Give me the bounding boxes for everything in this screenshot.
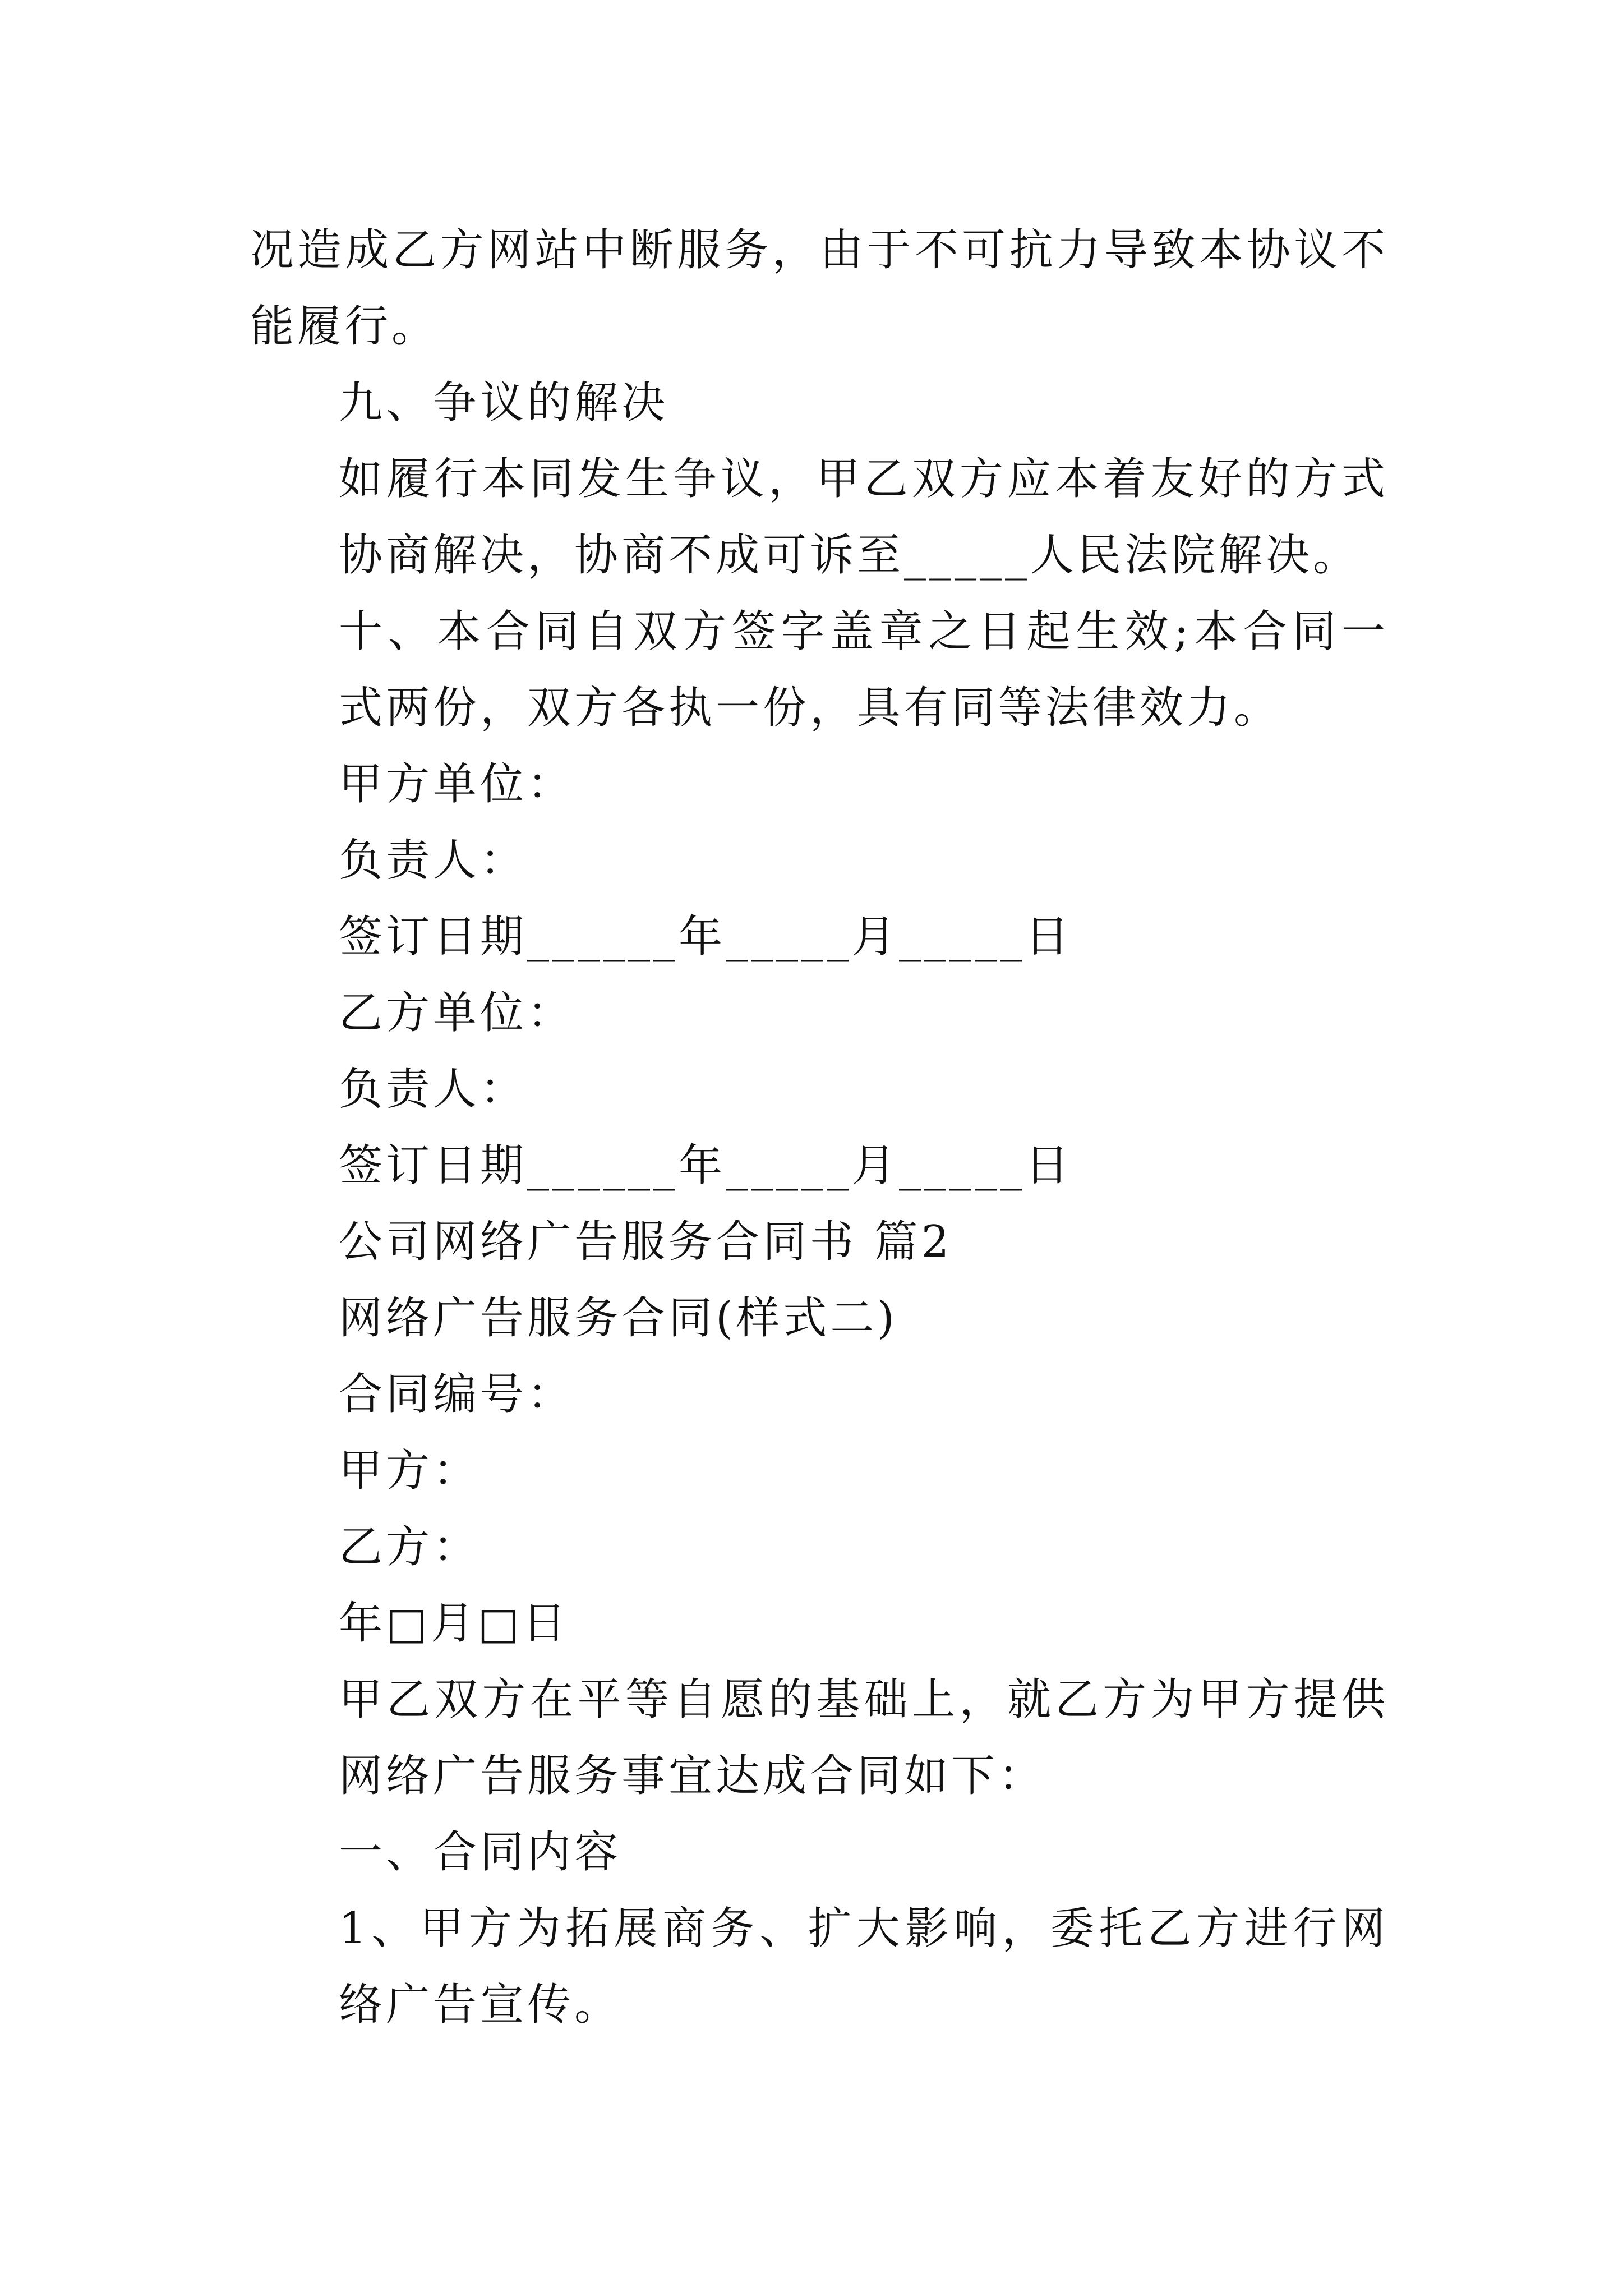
contract-title: 网络广告服务合同(样式二): [339, 1293, 898, 1343]
date-line: 年□月□日: [339, 1598, 570, 1649]
section-title: 公司网络广告服务合同书 篇2: [339, 1217, 953, 1267]
party-b-label: 乙方：: [339, 1522, 481, 1572]
party-a-label: 甲方：: [339, 1446, 481, 1496]
paragraph-contract-effective: 十、本合同自双方签字盖章之日起生效;本合同一式两份，双方各执一份，具有同等法律效力。: [339, 606, 1389, 733]
party-a-representative-label: 负责人：: [339, 835, 528, 886]
paragraph-force-majeure-end: 况造成乙方网站中断服务，由于不可抗力导致本协议不能履行。: [250, 225, 1389, 352]
paragraph-clause-1: 1、甲方为拓展商务、扩大影响，委托乙方进行网络广告宣传。: [339, 1903, 1389, 2030]
party-b-sign-date: 签订日期______年_____月_____日: [339, 1140, 1073, 1191]
heading-dispute-resolution: 九、争议的解决: [339, 378, 669, 428]
party-b-unit-label: 乙方单位：: [339, 988, 575, 1038]
paragraph-dispute-resolution: 如履行本同发生争议，甲乙双方应本着友好的方式协商解决，协商不成可诉至_____人民法院解决。: [339, 454, 1389, 581]
heading-contract-content: 一、合同内容: [339, 1827, 622, 1878]
party-a-unit-label: 甲方单位：: [339, 759, 575, 809]
document-body: [250, 212, 1389, 2043]
party-a-sign-date: 签订日期______年_____月_____日: [339, 912, 1073, 962]
party-b-representative-label: 负责人：: [339, 1064, 528, 1115]
paragraph-preamble: 甲乙双方在平等自愿的基础上，就乙方为甲方提供网络广告服务事宜达成合同如下：: [339, 1674, 1389, 1801]
contract-number-label: 合同编号：: [339, 1369, 575, 1420]
